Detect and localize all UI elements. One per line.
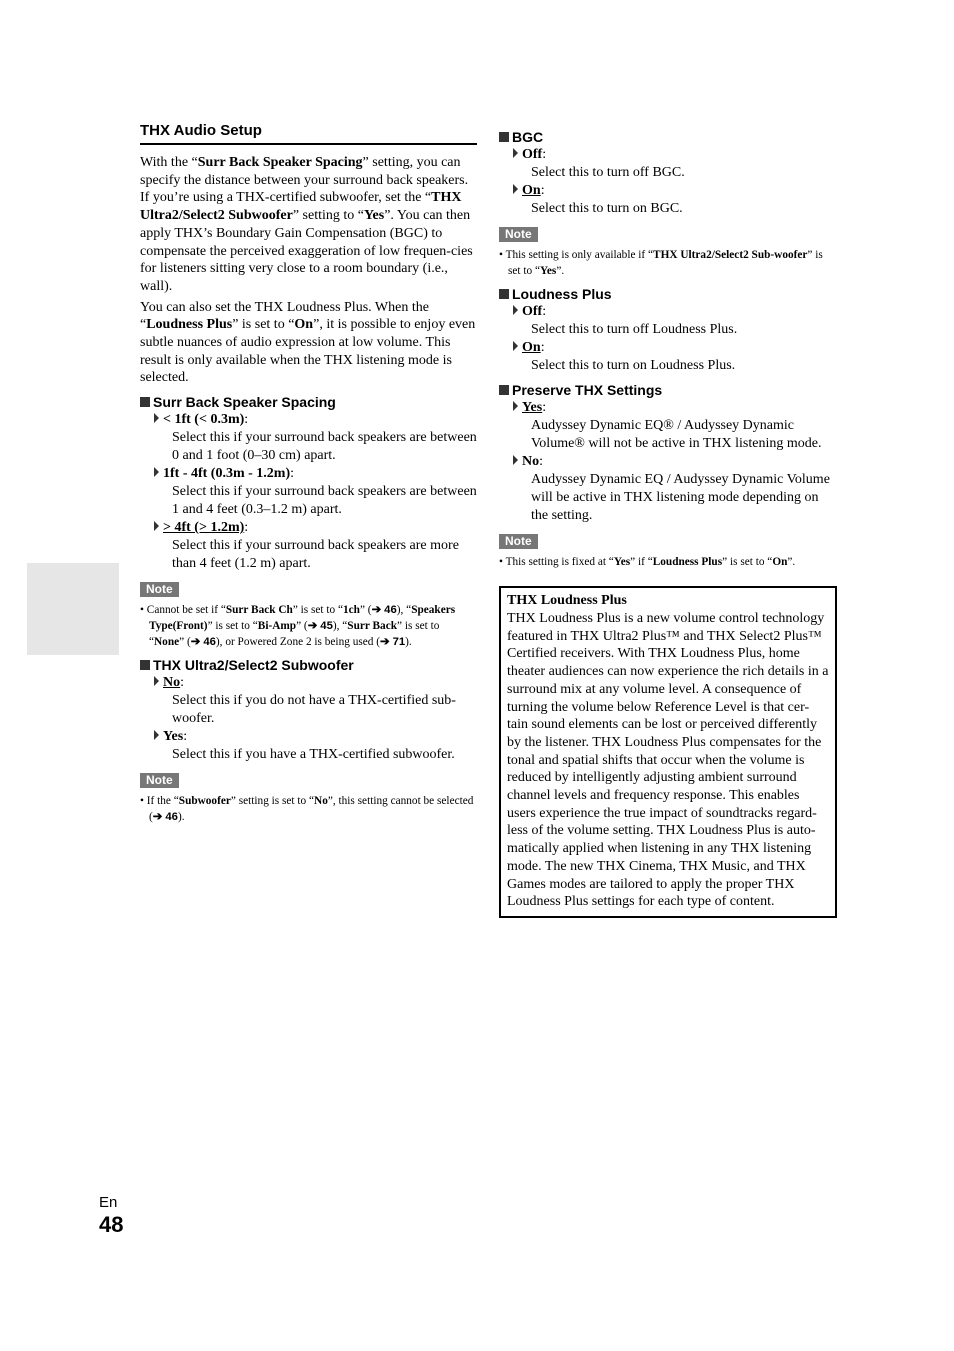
option-label: > 4ft (> 1.2m) — [163, 520, 245, 536]
bold-term: Subwoofer — [178, 795, 231, 808]
note-badge: Note — [140, 773, 179, 788]
left-column — [140, 122, 477, 825]
setting-heading-text: THX Ultra2/Select2 Subwoofer — [153, 657, 354, 674]
triangle-bullet-icon — [154, 676, 159, 686]
setting-option: 1ft - 4ft (0.3m - 1.2m): — [154, 465, 477, 483]
bold-term: Loudness Plus — [146, 317, 233, 333]
setting-option: Yes: — [154, 728, 477, 746]
setting-option: Yes: — [513, 399, 837, 417]
bold-term: THX Ultra2/Select2 Subwoofer — [140, 190, 462, 224]
note-text: • If the “Subwoofer” setting is set to “No”, this setting cannot be selected (➔ 46). — [140, 795, 474, 824]
chapter-side-tab — [27, 563, 119, 655]
option-description: Select this to turn on Loudness Plus. — [531, 358, 736, 373]
setting-heading — [499, 285, 837, 303]
note-text: • This setting is fixed at “Yes” if “Loudness Plus” is set to “On”. — [499, 556, 796, 568]
option-description: Select this to turn off BGC. — [531, 165, 685, 180]
note-text: • Cannot be set if “Surr Back Ch” is set to “1ch” (➔ 46), “Speakers Type(Front)” is set to “Bi-Amp” (➔ 45), “Surr Back” is set to “None” (➔ 46), or Powered Zone 2 is being used (➔ 71). — [140, 604, 456, 649]
option-label: On — [522, 340, 541, 355]
page-number-block — [99, 1194, 123, 1238]
setting-heading — [140, 393, 477, 411]
box-text: THX Loudness Plus is a new volume control technology featured in THX Ultra2 Plus™ and THX Select2 Plus™ Certified receivers. With THX Loudness Plus, home theater audiences can now experience the rich details in a surround mix at any volume level. A consequence of turning the volume below Reference Level is that cer-tain sound elements can be lost or perceived differently by the listener. THX Loudness Plus compensates for the tonal and spatial shifts that occur when the volume is reduced by intelligently adjusting ambient surround channel levels and frequency response. This enables users experience the true impact of soundtracks regard-less of the volume setting. THX Loudness Plus is auto-matically applied when listening in any THX listening mode. The new THX Cinema, THX Music, and THX Games modes are tailored to apply the proper THX Loudness Plus settings for each type of content. — [507, 611, 829, 910]
page-reference: ➔ 46 — [190, 636, 216, 649]
page-reference: ➔ 46 — [371, 604, 397, 617]
option-description: Audyssey Dynamic EQ® / Audyssey Dynamic Volume® will not be active in THX listening mode. — [531, 418, 822, 451]
section-title: THX Audio Setup — [140, 122, 477, 145]
bold-term: Yes — [363, 208, 385, 224]
option-description: Audyssey Dynamic EQ / Audyssey Dynamic Volume will be active in THX listening mode depending on the setting. — [531, 472, 830, 523]
setting-option: Off: — [513, 303, 837, 321]
setting-heading-text: BGC — [512, 129, 544, 145]
right-settings — [499, 128, 837, 570]
square-bullet-icon — [499, 385, 509, 395]
page-language: En — [99, 1194, 118, 1211]
setting-heading-text: Surr Back Speaker Spacing — [153, 394, 336, 411]
option-label: No — [522, 454, 540, 469]
triangle-bullet-icon — [154, 730, 159, 740]
option-description: Select this if your surround back speakers are between 1 and 4 feet (0.3–1.2 m) apart. — [172, 484, 477, 518]
option-description: Select this if your surround back speakers are between 0 and 1 foot (0–30 cm) apart. — [172, 430, 477, 464]
triangle-bullet-icon — [513, 184, 518, 194]
page-reference: ➔ 71 — [380, 636, 406, 649]
left-settings — [140, 393, 477, 825]
bold-term: Yes — [540, 265, 557, 277]
bold-term: Surr Back — [347, 620, 397, 633]
note-badge: Note — [499, 227, 538, 242]
bold-term: No — [314, 795, 328, 808]
setting-heading — [140, 656, 477, 674]
setting-option: > 4ft (> 1.2m): — [154, 519, 477, 537]
square-bullet-icon — [499, 289, 509, 299]
option-label: 1ft - 4ft (0.3m - 1.2m) — [163, 466, 291, 482]
option-description: Select this if you do not have a THX-certified sub-woofer. — [172, 693, 456, 727]
option-description: Select this if your surround back speakers are more than 4 feet (1.2 m) apart. — [172, 538, 459, 572]
triangle-bullet-icon — [513, 305, 518, 315]
intro-paragraph: With the “Surr Back Speaker Spacing” setting, you can specify the distance between your surround back speakers. If you’re using a THX-certified subwoofer, set the “THX Ultra2/Select2 Subwoofer” setting to “Yes”. You can then apply THX’s Boundary Gain Compensation (BGC) to compensate the perceived exaggeration of low frequen-cies for listeners sitting very close to a room boundary (i.e., wall). — [140, 155, 473, 294]
bold-term: Speakers Type(Front) — [149, 604, 456, 633]
triangle-bullet-icon — [154, 467, 159, 477]
triangle-bullet-icon — [513, 401, 518, 411]
triangle-bullet-icon — [513, 455, 518, 465]
setting-heading-text: Preserve THX Settings — [512, 382, 663, 398]
setting-option: Off: — [513, 146, 837, 164]
triangle-bullet-icon — [154, 521, 159, 531]
option-label: On — [522, 183, 541, 198]
thx-loudness-plus-box — [499, 586, 837, 918]
triangle-bullet-icon — [513, 341, 518, 351]
option-label: Yes — [163, 729, 184, 745]
page-number: 48 — [99, 1212, 124, 1237]
bold-term: Bi-Amp — [257, 620, 297, 633]
page-reference: ➔ 46 — [152, 811, 178, 824]
page-reference: ➔ 45 — [307, 620, 333, 633]
bold-term: On — [772, 556, 788, 568]
setting-option: < 1ft (< 0.3m): — [154, 411, 477, 429]
setting-heading-text: Loudness Plus — [512, 286, 612, 302]
square-bullet-icon — [499, 132, 509, 142]
bold-term: Surr Back Speaker Spacing — [197, 155, 363, 170]
option-label: < 1ft (< 0.3m) — [163, 412, 245, 428]
option-label: Off — [522, 304, 543, 319]
right-column — [499, 122, 837, 918]
option-description: Select this to turn off Loudness Plus. — [531, 322, 738, 337]
setting-option: No: — [513, 453, 837, 471]
bold-term: 1ch — [343, 604, 360, 617]
square-bullet-icon — [140, 397, 150, 407]
square-bullet-icon — [140, 660, 150, 670]
setting-heading — [499, 381, 837, 399]
bold-term: THX Ultra2/Select2 Sub-woofer — [653, 249, 808, 261]
setting-option: On: — [513, 182, 837, 200]
setting-option: No: — [154, 674, 477, 692]
box-title: THX Loudness Plus — [507, 593, 627, 608]
option-description: Select this if you have a THX-certified subwoofer. — [172, 747, 455, 763]
option-label: Yes — [522, 400, 543, 415]
note-badge: Note — [499, 534, 538, 549]
note-badge: Note — [140, 582, 179, 597]
intro-text — [140, 154, 477, 387]
bold-term: None — [154, 636, 180, 649]
setting-heading — [499, 128, 837, 146]
bold-term: On — [294, 317, 314, 333]
option-label: No — [163, 675, 181, 691]
triangle-bullet-icon — [513, 148, 518, 158]
option-label: Off — [522, 147, 543, 162]
triangle-bullet-icon — [154, 413, 159, 423]
bold-term: Surr Back Ch — [225, 604, 293, 617]
option-description: Select this to turn on BGC. — [531, 201, 683, 216]
setting-option: On: — [513, 339, 837, 357]
bold-term: Loudness Plus — [652, 556, 723, 568]
bold-term: Yes — [613, 556, 631, 568]
intro-paragraph: You can also set the THX Loudness Plus. When the “Loudness Plus” is set to “On”, it is possible to enjoy even subtle nuances of audio expression at low volume. This result is only available when the THX listening mode is selected. — [140, 299, 476, 386]
note-text: • This setting is only available if “THX Ultra2/Select2 Sub-woofer” is set to “Yes”. — [499, 249, 823, 277]
